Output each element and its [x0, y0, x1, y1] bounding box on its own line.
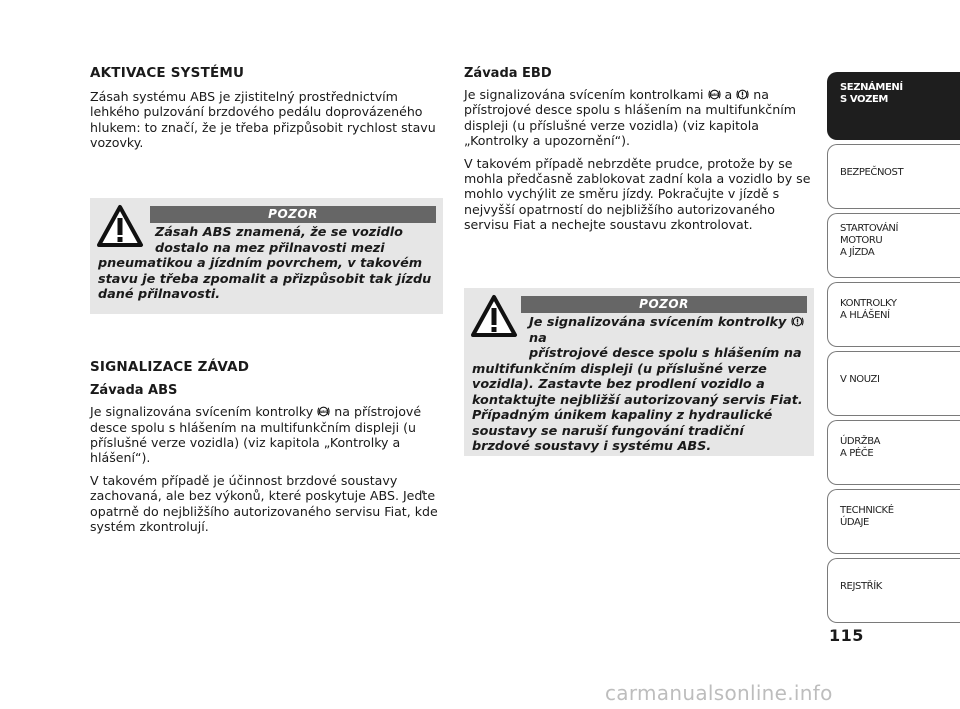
- warning-text-rest: multifunkčním displeji (u příslušné verze vozidla). Zastavte bez prodlení vozidlo a kontaktujte nejbližší autorizovaný servis Fiat. Případným únikem kapaliny z hydraulické soustavy se naruší fungování tradiční brzdové soustavy i systému ABS.: [472, 361, 803, 454]
- chapter-sidebar: [827, 72, 960, 627]
- tab-label-line2: A HLÁŠENÍ: [840, 310, 890, 321]
- tab-label-line1: ÚDRŽBA: [840, 436, 881, 447]
- right-column: [464, 66, 814, 240]
- tab-startovani-motoru-a-jizda[interactable]: [827, 213, 960, 278]
- tab-bezpecnost[interactable]: [827, 144, 960, 209]
- tab-v-nouzi[interactable]: [827, 351, 960, 416]
- activation-text: Zásah systému ABS je zjistitelný prostřednictvím lehkého pulzování brzdového pedálu doprovázeného hlukem: to značí, že je třeba přizpůsobit rychlost stavu vozovky.: [90, 89, 436, 150]
- ebd-p1-and: a: [724, 87, 733, 103]
- tab-rejstrik[interactable]: [827, 558, 960, 623]
- tab-label-line2: MOTORU: [840, 235, 883, 246]
- tab-label-line1: TECHNICKÉ: [840, 505, 894, 516]
- warning-text-line2: dostalo na mez přilnavosti mezi: [155, 240, 385, 256]
- tab-label-line2: S VOZEM: [840, 94, 888, 105]
- warning-text: [472, 315, 806, 455]
- warning-text-line1-end: na: [529, 330, 547, 346]
- subheading-ebd: Závada EBD: [464, 66, 552, 81]
- warning-text-line1-start: Je signalizována svícením kontrolky: [529, 315, 787, 330]
- tab-technicke-udaje[interactable]: [827, 489, 960, 554]
- tab-seznameni-s-vozem[interactable]: [827, 72, 960, 140]
- warning-text-line1: [472, 315, 806, 346]
- tab-label-line1: KONTROLKY: [840, 298, 897, 309]
- page-number: 115: [829, 626, 864, 645]
- warning-text-line2: přístrojové desce spolu s hlášením na: [529, 346, 802, 361]
- warning-label: POZOR: [150, 206, 436, 223]
- warning-triangle-icon: [96, 204, 144, 248]
- tab-label-line1: STARTOVÁNÍ: [840, 223, 899, 234]
- tab-kontrolky-a-hlaseni[interactable]: [827, 282, 960, 347]
- warning-text: [98, 225, 435, 303]
- brake-warning-icon: [736, 88, 749, 101]
- warning-triangle-icon: [470, 294, 518, 338]
- tab-label-line1: V NOUZI: [840, 374, 880, 385]
- ebd-paragraph-2: V takovém případě nebrzděte prudce, protože by se mohla předčasně zablokovat zadní kola a vozidlo by se mohlo vychýlit ze směru jízdy. Pokračujte v jízdě s nejvyšší opatrností do nejbližšího autorizovaného servisu Fiat a nechejte soustavu zkontrolovat.: [464, 156, 811, 232]
- ebd-p1-start: Je signalizována svícením kontrolkami: [464, 87, 704, 103]
- tab-label-line1: REJSTŘÍK: [840, 581, 882, 592]
- tab-label-line1: SEZNÁMENÍ: [840, 82, 903, 93]
- warning-text-line1: Zásah ABS znamená, že se vozidlo: [155, 225, 403, 240]
- tab-udrzba-a-pece[interactable]: [827, 420, 960, 485]
- ebd-p1-end: na přístrojové desce spolu s hlášením na multifunkčním displeji (u příslušné verze vozidla) (viz kapitola „Kontrolky a upozornění“).: [464, 87, 796, 148]
- warning-text-rest: pneumatikou a jízdním povrchem, v takovém stavu je třeba zpomalit a přizpůsobit tak jízdu dané přilnavosti.: [98, 256, 432, 302]
- tab-label-line3: A JÍZDA: [840, 247, 875, 258]
- warning-label: POZOR: [521, 296, 807, 313]
- tab-label-line2: ÚDAJE: [840, 517, 869, 528]
- warning-box-ebd: [464, 288, 814, 456]
- svg-text:ABS: ABS: [319, 410, 328, 415]
- abs-p1-end: na přístrojové desce spolu s hlášením na multifunkčním displeji (u příslušné verze vozidla) (viz kapitola „Kontrolky a hlášení“).: [90, 404, 422, 466]
- brake-warning-icon: [791, 315, 804, 328]
- abs-warning-icon: [317, 405, 330, 418]
- subheading-abs: Závada ABS: [90, 383, 178, 399]
- abs-paragraph-2: V takovém případě je účinnost brzdové soustavy zachovaná, ale bez výkonů, které poskytuje ABS. Jeďte opatrně do nejbližšího autorizovaného servisu Fiat, kde systém zkontrolují.: [90, 473, 438, 534]
- warning-box-abs: [90, 198, 443, 314]
- watermark: carmanualsonline.info: [605, 681, 833, 705]
- heading-activation: AKTIVACE SYSTÉMU: [90, 65, 245, 81]
- ebd-paragraph-1: [464, 87, 814, 148]
- heading-faults: SIGNALIZACE ZÁVAD: [90, 359, 250, 375]
- abs-warning-icon: [708, 88, 721, 101]
- tab-label-line1: BEZPEČNOST: [840, 167, 904, 178]
- svg-text:ABS: ABS: [709, 93, 719, 98]
- abs-paragraph-1: [90, 404, 440, 465]
- abs-p1-start: Je signalizována svícením kontrolky: [90, 404, 314, 420]
- left-column: [90, 66, 440, 158]
- left-column-faults: [90, 360, 440, 542]
- tab-label-line2: A PÉČE: [840, 448, 874, 459]
